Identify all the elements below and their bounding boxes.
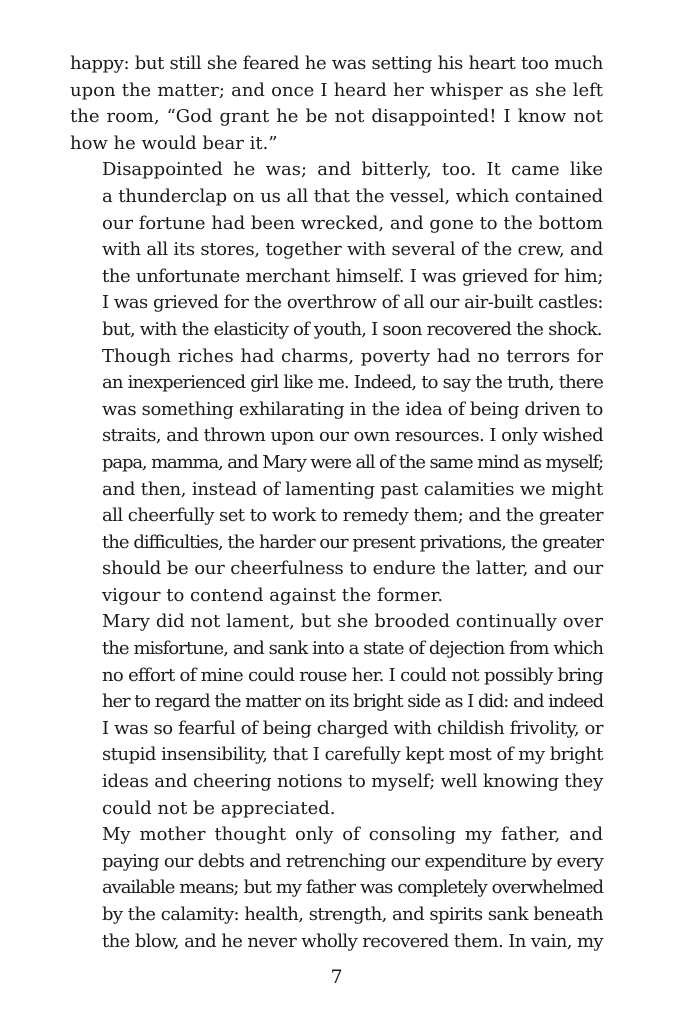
text-line: the blow, and he never wholly recovered them. In vain, my [102,930,603,952]
text-line: straits, and thrown upon our own resources. I only wished [102,425,603,447]
paragraph [70,344,603,610]
paragraph [70,822,603,955]
text-line: by the calamity: health, strength, and spirits sank beneath [102,904,603,925]
text-line: the misfortune, and sank into a state of dejection from which [102,638,603,660]
text-line: available means; but my father was completely overwhelmed [102,877,603,899]
text-line: paying our debts and retrenching our expenditure by every [102,850,603,872]
text-line: ideas and cheering notions to myself; well knowing they [102,771,603,793]
text-line: a thunderclap on us all that the vessel, which contained [102,185,603,207]
text-line: an inexperienced girl like me. Indeed, to say the truth, there [102,372,603,394]
text-line: and then, instead of lamenting past calamities we might [102,478,603,500]
text-line: Disappointed he was; and bitterly, too. It came like [102,159,603,181]
text-line: could not be appreciated. [102,797,336,819]
paragraph [70,609,603,822]
page-number: 7 [330,966,343,988]
text-line: was something exhilarating in the idea of being driven to [102,398,603,420]
text-line: Mary did not lament, but she brooded continually over [102,611,603,633]
body-text [70,51,603,955]
text-line: I was grieved for the overthrow of all our air-built castles: [102,292,603,314]
text-line: upon the matter; and once I heard her whisper as she left [70,79,603,101]
text-line: no effort of mine could rouse her. I could not possibly bring [102,664,603,686]
text-line: our fortune had been wrecked, and gone to the bottom [102,212,603,234]
text-line: the unfortunate merchant himself. I was grieved for him; [102,265,603,287]
text-line: with all its stores, together with several of the crew, and [102,239,603,261]
text-line: Though riches had charms, poverty had no terrors for [102,345,603,367]
text-line: My mother thought only of consoling my father, and [102,824,603,846]
text-line: stupid insensibility, that I carefully kept most of my bright [102,744,603,766]
text-line: but, with the elasticity of youth, I soon recovered the shock. [102,318,602,340]
text-line: I was so fearful of being charged with childish frivolity, or [102,717,603,739]
text-line: vigour to contend against the former. [102,584,444,606]
text-line: her to regard the matter on its bright side as I did: and indeed [102,691,603,713]
text-line: how he would bear it.” [70,132,278,154]
paragraph [70,51,603,157]
text-line: the difficulties, the harder our present privations, the greater [102,531,603,553]
text-line: all cheerfully set to work to remedy them; and the greater [102,505,603,527]
text-line: the room, “God grant he be not disappointed! I know not [70,106,603,128]
paragraph [70,157,603,343]
text-line: papa, mamma, and Mary were all of the same mind as myself; [102,451,603,473]
text-line: should be our cheerfulness to endure the latter, and our [102,558,603,580]
text-line: happy: but still she feared he was setting his heart too much [70,53,603,74]
